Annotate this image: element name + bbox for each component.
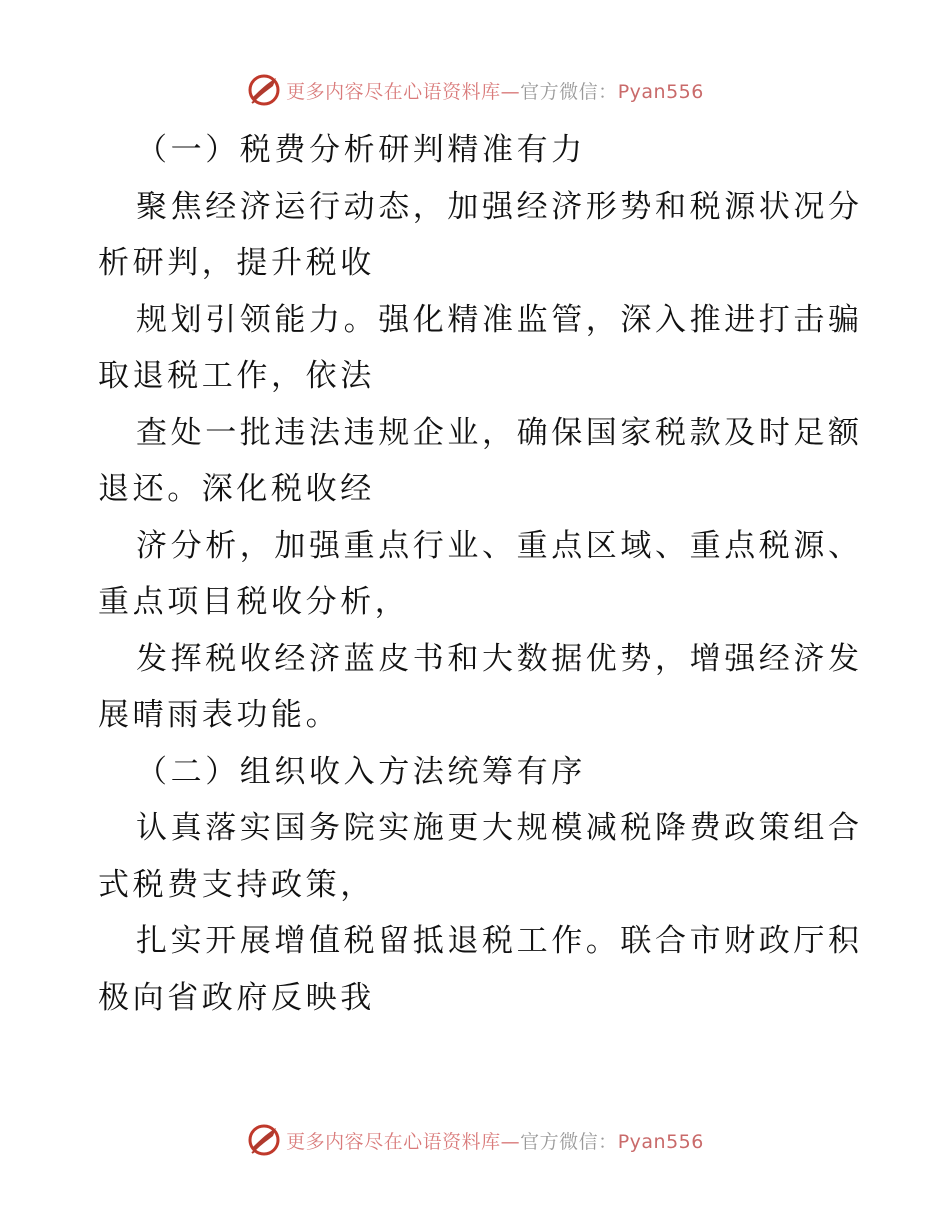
document-body	[98, 122, 863, 1026]
paragraph-line: 规划引领能力。强化精准监管，深入推进打击骗	[136, 301, 863, 338]
paragraph-line: 聚焦经济运行动态，加强经济形势和税源状况分	[136, 188, 863, 225]
paragraph-line: 极向省政府反映我	[98, 979, 375, 1016]
paragraph-line: 取退税工作，依法	[98, 358, 375, 394]
banner-official-label: 官方微信：	[520, 1130, 618, 1153]
banner-dash: —	[500, 80, 521, 103]
paragraph-line: 发挥税收经济蓝皮书和大数据优势，增强经济发	[136, 640, 863, 677]
header-banner	[0, 70, 950, 110]
paragraph-line: 式税费支持政策，	[98, 866, 375, 903]
paragraph-line: 认真落实国务院实施更大规模减税降费政策组合	[136, 810, 863, 846]
paragraph-line: 重点项目税收分析，	[98, 584, 410, 620]
banner-main-text: 更多内容尽在心语资料库	[286, 1130, 501, 1153]
paragraph-line: 扎实开展增值税留抵退税工作。联合市财政厅积	[136, 923, 863, 959]
paragraph-line: 析研判，提升税收	[98, 245, 375, 281]
banner-official-label: 官方微信：	[520, 80, 618, 103]
section-heading: （一）税费分析研判精准有力	[136, 132, 586, 168]
banner-main-text: 更多内容尽在心语资料库	[286, 80, 501, 103]
section-heading: （二）组织收入方法统筹有序	[136, 753, 586, 790]
banner-handle: Pyan556	[617, 1130, 704, 1153]
pen-logo-icon	[246, 1122, 282, 1158]
paragraph-line: 济分析，加强重点行业、重点区域、重点税源、	[136, 527, 863, 564]
footer-banner	[0, 1120, 950, 1160]
paragraph-line: 展晴雨表功能。	[98, 697, 341, 733]
paragraph-line: 查处一批违法违规企业，确保国家税款及时足额	[136, 414, 863, 451]
banner-dash: —	[500, 1130, 521, 1153]
banner-text	[286, 77, 704, 104]
pen-logo-icon	[246, 72, 282, 108]
banner-handle: Pyan556	[617, 80, 704, 103]
banner-text	[286, 1127, 704, 1154]
paragraph-line: 退还。深化税收经	[98, 471, 375, 507]
